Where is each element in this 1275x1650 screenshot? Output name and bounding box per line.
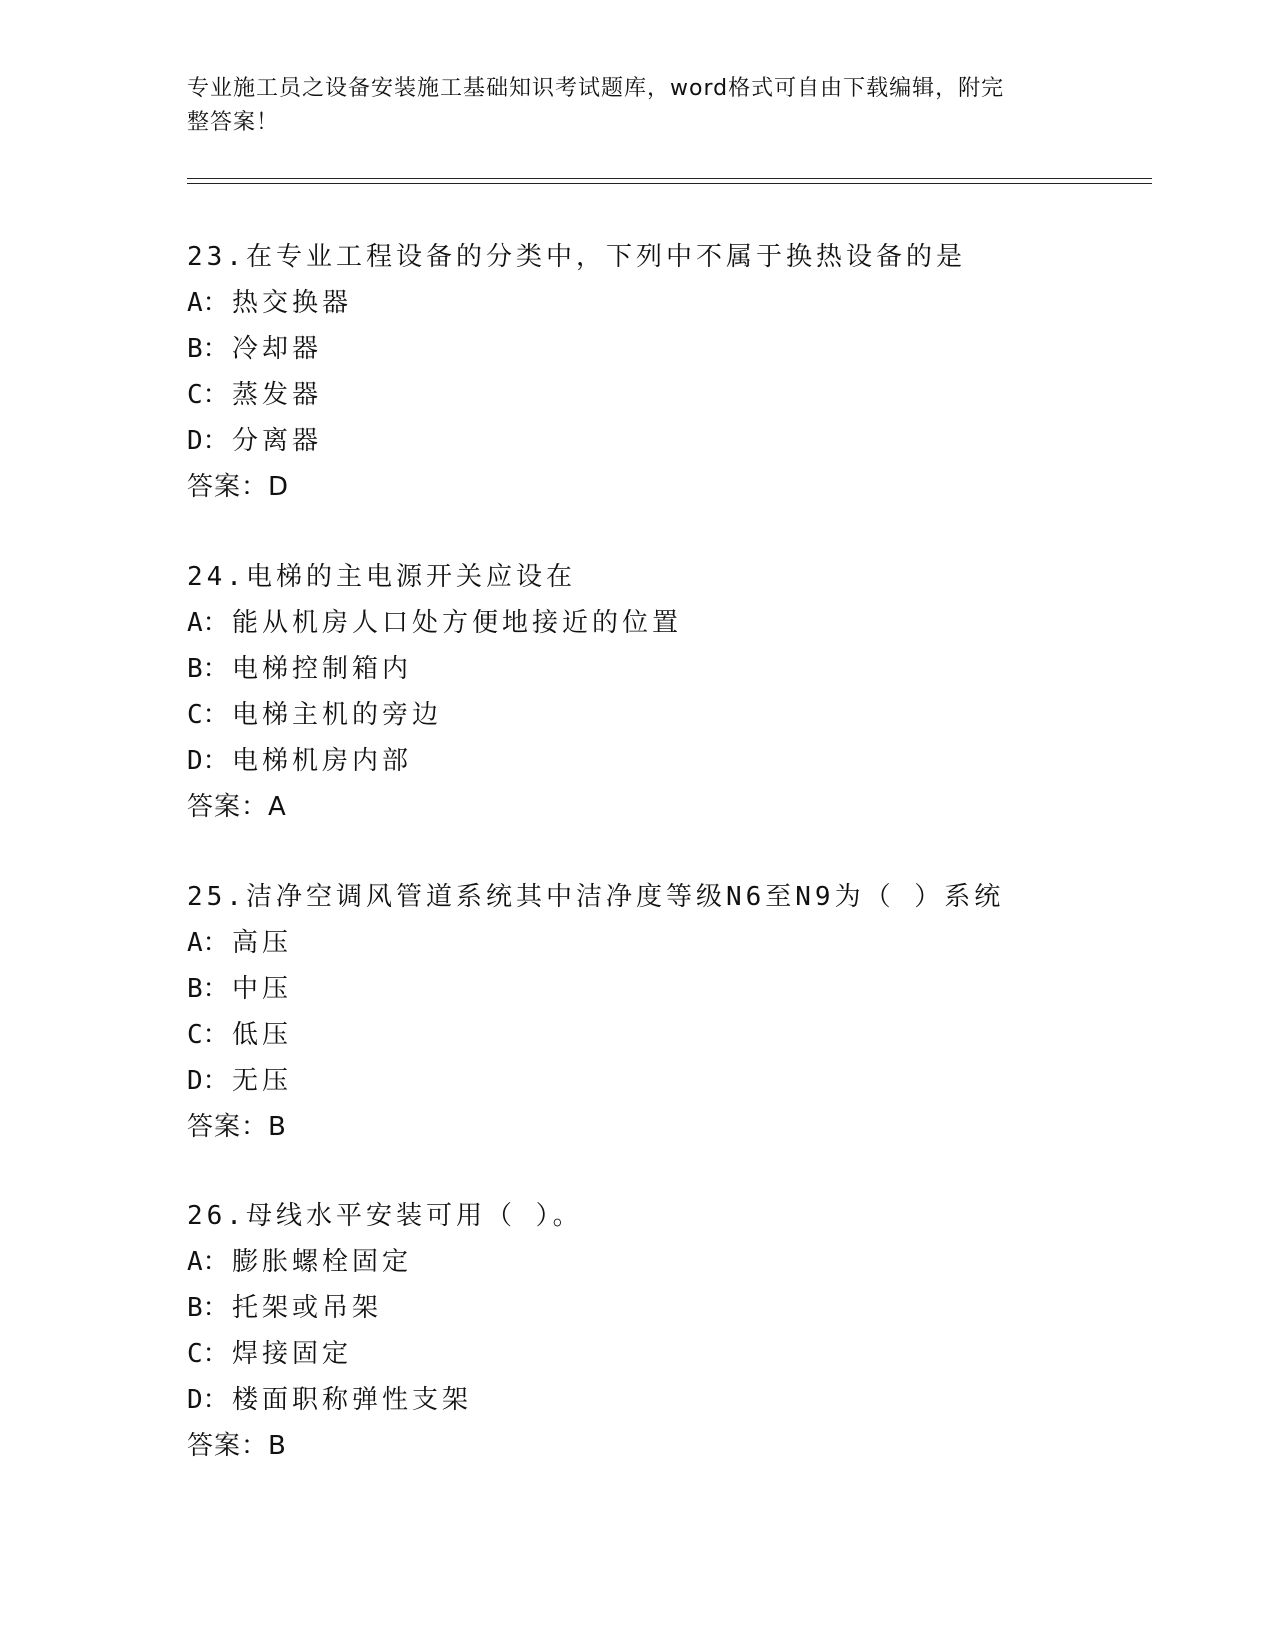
- answer-label: 答案：: [187, 1431, 269, 1461]
- option-c: [187, 372, 1167, 418]
- option-c: [187, 692, 1167, 738]
- option-label: B：: [187, 654, 229, 684]
- document-header: [187, 72, 1067, 140]
- option-label: A：: [187, 928, 229, 958]
- answer-value: B: [268, 1112, 287, 1142]
- answer-value: A: [268, 792, 287, 822]
- option-text: 托架或吊架: [232, 1293, 383, 1323]
- option-text: 分离器: [232, 426, 323, 456]
- answer-line: [187, 1104, 1167, 1150]
- option-text: 无压: [232, 1066, 293, 1096]
- option-text: 焊接固定: [232, 1339, 353, 1369]
- option-label: A：: [187, 288, 229, 318]
- option-text: 低压: [232, 1020, 293, 1050]
- answer-line: [187, 464, 1167, 510]
- option-text: 能从机房人口处方便地接近的位置: [232, 608, 683, 638]
- option-c: [187, 1331, 1167, 1377]
- answer-label: 答案：: [187, 472, 269, 502]
- option-text: 高压: [232, 928, 293, 958]
- header-line-2: 整答案！: [187, 110, 280, 135]
- option-d: [187, 738, 1167, 784]
- option-label: B：: [187, 1293, 229, 1323]
- option-label: B：: [187, 334, 229, 364]
- question-23: [187, 234, 1167, 510]
- option-label: D：: [187, 426, 229, 456]
- option-label: D：: [187, 1385, 229, 1415]
- question-25: [187, 874, 1167, 1150]
- option-b: [187, 326, 1167, 372]
- option-label: D：: [187, 746, 229, 776]
- answer-label: 答案：: [187, 792, 269, 822]
- option-text: 电梯控制箱内: [232, 654, 413, 684]
- answer-line: [187, 784, 1167, 830]
- answer-value: D: [268, 472, 290, 502]
- question-text: 24.电梯的主电源开关应设在: [187, 562, 576, 592]
- option-a: [187, 600, 1167, 646]
- option-text: 膨胀螺栓固定: [232, 1247, 413, 1277]
- question-text: 23.在专业工程设备的分类中，下列中不属于换热设备的是: [187, 242, 966, 272]
- option-c: [187, 1012, 1167, 1058]
- answer-value: B: [268, 1431, 287, 1461]
- option-text: 热交换器: [232, 288, 353, 318]
- question-text: 25.洁净空调风管道系统其中洁净度等级N6至N9为（ ）系统: [187, 882, 1005, 912]
- option-label: C：: [187, 380, 229, 410]
- option-text: 冷却器: [232, 334, 323, 364]
- option-text: 电梯主机的旁边: [232, 700, 443, 730]
- option-label: D：: [187, 1066, 229, 1096]
- option-b: [187, 646, 1167, 692]
- option-text: 电梯机房内部: [232, 746, 413, 776]
- header-line-1: 专业施工员之设备安装施工基础知识考试题库，word格式可自由下载编辑，附完: [187, 76, 1005, 101]
- question-text: 26.母线水平安装可用（ ）。: [187, 1201, 583, 1231]
- option-a: [187, 280, 1167, 326]
- option-label: C：: [187, 700, 229, 730]
- answer-line: [187, 1423, 1167, 1469]
- option-a: [187, 1239, 1167, 1285]
- option-label: A：: [187, 608, 229, 638]
- option-label: C：: [187, 1339, 229, 1369]
- option-b: [187, 1285, 1167, 1331]
- option-label: C：: [187, 1020, 229, 1050]
- option-label: B：: [187, 974, 229, 1004]
- answer-label: 答案：: [187, 1112, 269, 1142]
- option-text: 楼面职称弹性支架: [232, 1385, 473, 1415]
- option-a: [187, 920, 1167, 966]
- option-label: A：: [187, 1247, 229, 1277]
- option-d: [187, 418, 1167, 464]
- option-d: [187, 1377, 1167, 1423]
- option-d: [187, 1058, 1167, 1104]
- option-text: 中压: [232, 974, 293, 1004]
- question-24: [187, 554, 1167, 830]
- question-26: [187, 1193, 1167, 1469]
- header-divider: [187, 178, 1152, 184]
- option-b: [187, 966, 1167, 1012]
- option-text: 蒸发器: [232, 380, 323, 410]
